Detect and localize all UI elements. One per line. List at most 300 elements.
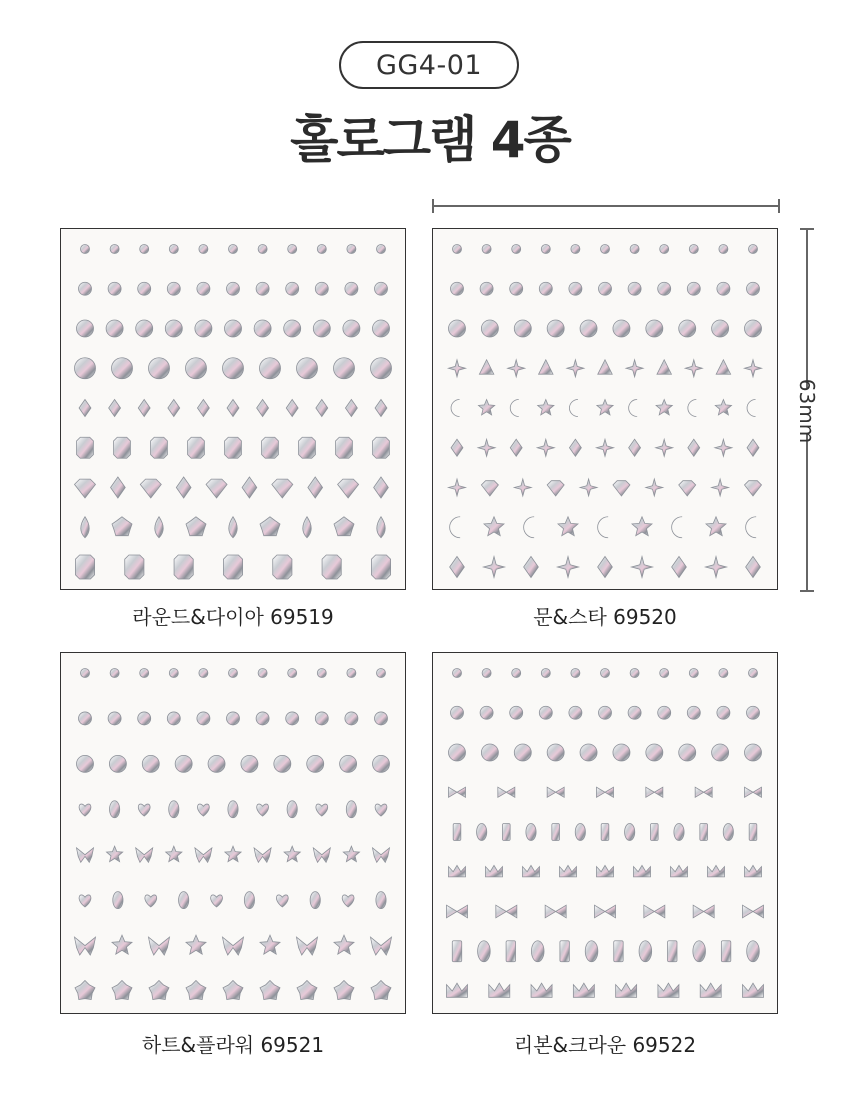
sticker-gem [262,437,279,458]
sticker-grid [433,229,777,589]
sticker-gem [136,848,153,862]
sticker-gem [524,517,535,538]
sticker-gem [347,245,356,254]
sticker-gem [613,481,630,496]
sticker-sheet-moon-star [432,228,778,590]
sticker-gem [169,245,178,254]
sticker-gem [334,935,354,954]
sticker-gem [601,824,609,841]
sticker-gem [512,245,521,254]
sticker-gem [371,981,391,1000]
page-title: 홀로그램 4종 [290,111,570,169]
sticker-gem [199,245,208,254]
sticker-gem [706,557,727,578]
sticker-gem [165,320,182,337]
sticker-gem [208,755,225,772]
sticker-gem [478,941,491,962]
sticker-gem [112,517,132,536]
sticker-gem [597,787,614,797]
sticker-gem [547,320,564,337]
sticker-gem [688,400,697,417]
sticker-gem [276,895,288,907]
sticker-gem [537,439,554,456]
sticker-gem [745,865,762,876]
sticker-gem [345,712,358,725]
sticker-gem [373,320,390,337]
sticker-gem [712,320,729,337]
sticker-gem [142,755,159,772]
sticker-gem [260,517,280,536]
sticker-gem [601,669,610,678]
sticker-gem [223,358,244,379]
sticker-gem [287,801,297,818]
sticker-gem [288,245,297,254]
sticker-gem [313,320,330,337]
sticker-gem [708,865,725,876]
sticker-gem [480,706,493,719]
sticker-gem [723,824,733,841]
sticker-gem [112,981,132,1000]
sticker-gem [303,517,311,538]
sticker-gem [689,245,698,254]
sticker-gem [79,282,92,295]
sticker-gem [229,245,238,254]
sticker-gem [371,358,392,379]
sticker-gem [166,846,182,861]
sticker-gem [477,824,487,841]
sticker-gem [257,400,269,417]
sticker-gem [110,245,119,254]
sticker-caption-ribbon-crown: 리본&크라운 69522 [513,1033,697,1057]
sticker-gem [569,282,582,295]
sticker-gem [558,557,579,578]
sticker-gem [639,941,652,962]
sticker-gem [297,981,317,1000]
sticker-gem [273,555,292,579]
sticker-gem [451,400,460,417]
sticker-gem [700,983,721,997]
sticker-gem [334,517,354,536]
sticker-gem [345,282,358,295]
sticker-gem [573,983,594,997]
sticker-gem [482,669,491,678]
sticker-gem [452,941,461,962]
sticker-sheet-ribbon-crown [432,652,778,1014]
sticker-gem [506,941,515,962]
sticker-gem [630,669,639,678]
sticker-gem [75,358,96,379]
sticker-gem [375,282,388,295]
sticker-gem [256,712,269,725]
sticker-gem [338,479,359,498]
sticker-gem [169,801,179,818]
sticker-gem [77,320,94,337]
sticker-gem [373,437,390,458]
sticker-gem [375,400,387,417]
sticker-gem [371,555,390,579]
sticker-gem [719,669,728,678]
sticker-gem [646,479,663,496]
sticker-gem [646,320,663,337]
sticker-gem [571,245,580,254]
sticker-gem [614,941,623,962]
sticker-gem [569,706,582,719]
sticker-gem [510,282,523,295]
sticker-gem [539,282,552,295]
sticker-gem [745,744,762,761]
sticker-gem [186,358,207,379]
sticker-gem [310,892,320,909]
sticker-gem [145,895,157,907]
sticker-gem [284,320,301,337]
sticker-gem [560,941,569,962]
sticker-gem [110,801,120,818]
sticker-gem [514,479,531,496]
sticker-gem [747,706,760,719]
sticker-gem [482,245,491,254]
sticker-gem [108,712,121,725]
sticker-gem [749,669,758,678]
sticker-gem [110,669,119,678]
sticker-gem [244,892,254,909]
sticker-gem [111,477,126,498]
sticker-gem [628,706,641,719]
sticker-gem [79,895,91,907]
sticker-gem [660,669,669,678]
sticker-gem [256,282,269,295]
sticker-gem [539,706,552,719]
sticker-gem [225,846,241,861]
sticker-gem [317,669,326,678]
sticker-gem [508,360,525,377]
sticker-gem [340,755,357,772]
sticker-gem [599,706,612,719]
sticker-gem [514,744,531,761]
sticker-gem [140,669,149,678]
sticker-gem [717,706,730,719]
sticker-gem [569,439,581,456]
sticker-gem [450,517,461,538]
sticker-gem [481,744,498,761]
sticker-gem [169,669,178,678]
sticker-gem [453,245,462,254]
sticker-gem [450,557,465,578]
sticker-sheet-round-diamond [60,228,406,590]
sticker-gem [299,437,316,458]
sticker-gem [297,358,318,379]
sticker-gem [307,755,324,772]
sticker-gem [79,400,91,417]
sticker-gem [334,981,354,1000]
sticker-gem [342,895,354,907]
sticker-gem [693,941,706,962]
sticker-gem [195,320,212,337]
sticker-gem [109,400,121,417]
sticker-gem [258,245,267,254]
sticker-gem [179,892,189,909]
sticker-gem [197,400,209,417]
sticker-gem [672,557,687,578]
sticker-gem [223,937,244,955]
sticker-gem [629,400,638,417]
sticker-gem [140,245,149,254]
sticker-gem [81,669,90,678]
sticker-gem [580,479,597,496]
sticker-gem [206,479,227,498]
sticker-gem [746,517,757,538]
sticker-gem [167,282,180,295]
sticker-gem [689,669,698,678]
height-dimension-line [795,228,820,592]
sticker-gem [745,320,762,337]
sticker-gem [489,983,510,997]
sticker-gem [274,755,291,772]
sticker-gem [347,669,356,678]
sticker-gem [706,517,726,536]
sticker-gem [376,892,386,909]
sticker-gem [712,744,729,761]
sticker-gem [449,787,466,797]
sticker-gem [526,824,536,841]
sticker-gem [598,557,613,578]
width-dimension-line [432,199,780,213]
sticker-gem [138,804,150,816]
sticker-gem [715,400,731,415]
sticker-gem [687,282,700,295]
sticker-gem [106,320,123,337]
sticker-gem [613,320,630,337]
sticker-gem [77,437,94,458]
sticker-gem [644,905,665,918]
sticker-gem [186,517,206,536]
sticker-gem [114,437,131,458]
sticker-gem [486,865,503,876]
sticker-gem [478,439,495,456]
sticker-gem [81,517,89,538]
sticker-gem [585,941,598,962]
sticker-gem [112,358,133,379]
sticker-gem [743,983,764,997]
sticker-gem [199,669,208,678]
sticker-gem [149,981,169,1000]
sticker-gem [634,865,651,876]
sticker-gem [745,787,762,797]
sticker-gem [138,282,151,295]
sticker-gem [227,400,239,417]
sticker-gem [125,555,144,579]
sticker-gem [671,865,688,876]
sticker-gem [712,479,729,496]
sticker-gem [747,941,760,962]
sticker-gem [138,400,150,417]
sticker-gem [334,358,355,379]
sticker-gem [695,787,712,797]
sticker-gem [297,937,318,955]
product-code-badge [339,41,519,89]
sticker-gem [575,824,585,841]
sticker-gem [479,360,493,374]
sticker-gem [625,824,635,841]
sticker-gem [597,400,613,415]
sticker-gem [75,555,94,579]
sticker-gem [322,555,341,579]
sticker-sheet-heart-flower [60,652,406,1014]
sticker-gem [481,481,498,496]
sticker-gem [630,245,639,254]
sticker-gem [747,282,760,295]
sticker-gem [480,282,493,295]
sticker-gem [149,937,170,955]
sticker-gem [377,517,385,538]
sticker-gem [241,755,258,772]
sticker-gem [229,517,237,538]
sticker-gem [315,282,328,295]
sticker-gem [538,400,554,415]
sticker-gem [569,400,578,417]
sticker-gem [227,712,240,725]
sticker-gem [510,400,519,417]
sticker-gem [198,804,210,816]
sticker-gem [598,517,609,538]
sticker-gem [668,941,677,962]
sticker-gem [195,848,212,862]
sticker-gem [595,905,616,918]
sticker-gem [717,282,730,295]
sticker-gem [632,557,653,578]
sticker-gem [286,400,298,417]
sticker-gem [447,983,468,997]
sticker-gem [745,481,762,496]
sticker-gem [613,744,630,761]
sticker-gem [547,787,564,797]
sticker-gem [374,477,389,498]
sticker-gem [524,557,539,578]
sticker-gem [149,358,170,379]
sticker-gem [679,481,696,496]
sticker-gem [567,360,584,377]
sticker-gem [599,282,612,295]
sticker-gem [721,941,730,962]
sticker-gem [646,787,663,797]
sticker-gem [512,669,521,678]
sticker-gem [186,981,206,1000]
sticker-gem [258,669,267,678]
sticker-gem [746,557,761,578]
sticker-gem [498,787,515,797]
sticker-gem [346,801,356,818]
sticker-gem [211,895,223,907]
sticker-gem [343,320,360,337]
sticker-gem [272,479,293,498]
sticker-gem [679,744,696,761]
sticker-gem [151,437,168,458]
sticker-gem [188,437,205,458]
sticker-gem [168,400,180,417]
sticker-gem [79,712,92,725]
sticker-caption-round-diamond: 라운드&다이아 69519 [132,605,334,629]
sticker-gem [77,848,94,862]
sticker-gem [531,941,544,962]
sticker-gem [75,937,96,955]
sticker-gem [257,804,269,816]
sticker-gem [225,320,242,337]
sticker-gem [375,804,387,816]
sticker-gem [514,320,531,337]
sticker-gem [284,846,300,861]
sticker-gem [539,360,553,374]
sticker-gem [449,865,466,876]
sticker-gem [254,848,271,862]
sticker-gem [510,439,522,456]
sticker-gem [336,437,353,458]
sticker-gem [601,245,610,254]
sticker-gem [316,400,328,417]
sticker-gem [545,905,566,918]
sticker-gem [228,801,238,818]
sticker-gem [112,935,132,954]
sticker-gem [453,824,461,841]
sticker-gem [541,245,550,254]
sticker-gem [140,479,161,498]
sticker-grid [433,653,777,1013]
sticker-gem [447,905,468,918]
sticker-gem [316,804,328,816]
sticker-gem [81,245,90,254]
sticker-gem [260,935,280,954]
sticker-gem [155,517,163,538]
sticker-gem [552,824,560,841]
sticker-gem [598,360,612,374]
sticker-gem [223,981,243,1000]
sticker-gem [286,712,299,725]
sticker-gem [749,824,757,841]
sticker-gem [317,245,326,254]
sticker-gem [510,706,523,719]
sticker-gem [580,744,597,761]
sticker-gem [449,320,466,337]
sticker-gem [672,517,683,538]
sticker-gem [658,706,671,719]
sticker-gem [688,439,700,456]
sticker-gem [451,706,464,719]
sticker-gem [175,755,192,772]
sticker-gem [656,439,673,456]
sticker-gem [626,360,643,377]
sticker-gem [449,360,466,377]
sticker-gem [377,669,386,678]
sticker-grid [61,653,405,1013]
sticker-gem [503,824,511,841]
sticker-gem [174,555,193,579]
sticker-gem [580,320,597,337]
sticker-gem [719,245,728,254]
sticker-gem [108,282,121,295]
sticker-gem [496,905,517,918]
sticker-gem [597,865,614,876]
sticker-gem [560,865,577,876]
sticker-gem [308,477,323,498]
sticker-gem [375,712,388,725]
sticker-gem [657,360,671,374]
sticker-gem [451,282,464,295]
sticker-gem [229,669,238,678]
sticker-gem [371,937,392,955]
sticker-gem [286,282,299,295]
sticker-gem [679,320,696,337]
sticker-gem [113,892,123,909]
sticker-gem [197,712,210,725]
sticker-gem [632,517,652,536]
